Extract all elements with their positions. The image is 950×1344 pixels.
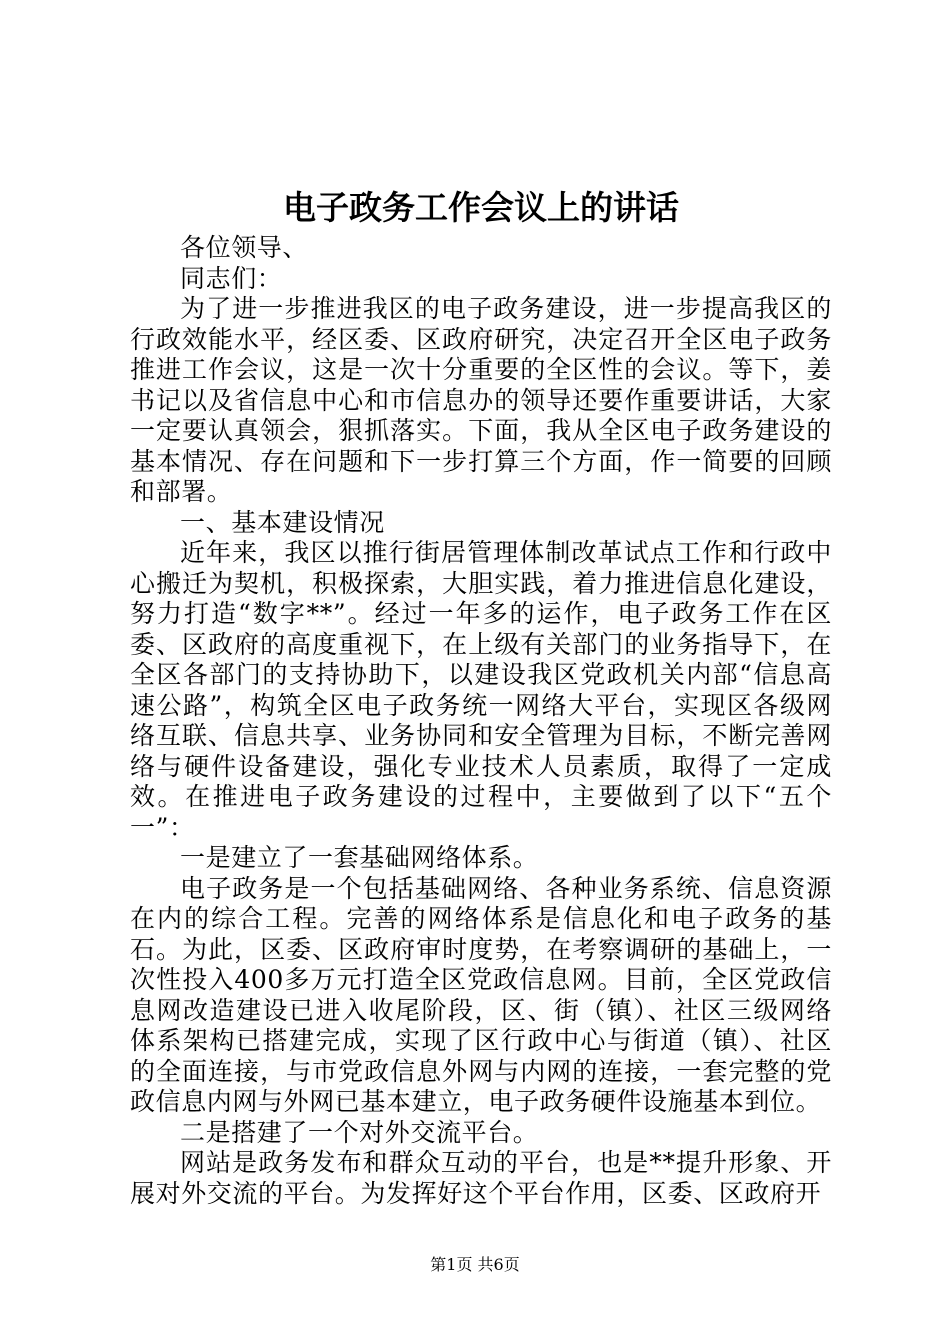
- body-paragraph: 网站是政务发布和群众互动的平台，也是**提升形象、开展对外交流的平台。为发挥好这个平台作用，区委、区政府开: [130, 1148, 832, 1208]
- subheading-network-system: 一是建立了一套基础网络体系。: [180, 843, 539, 872]
- salutation-leaders: 各位领导、: [180, 233, 309, 262]
- document-title: 电子政务工作会议上的讲话: [283, 188, 679, 227]
- salutation-comrades: 同志们：: [180, 263, 283, 293]
- body-paragraph: 近年来，我区以推行街居管理体制改革试点工作和行政中心搬迁为契机，积极探索，大胆实践，着力推进信息化建设，努力打造“数字**”。经过一年多的运作，电子政务工作在区委、区政府的高度重视下，在上级有关部门的业务指导下，在全区各部门的支持协助下，以建设我区党政机关内部“信息高速公路”，构筑全区电子政务统一网络大平台，实现区各级网络互联、信息共享、业务协同和安全管理为目标，不断完善网络与硬件设备建设，强化专业技术人员素质，取得了一定成效。在推进电子政务建设的过程中，主要做到了以下“五个一”：: [130, 538, 832, 842]
- subheading-exchange-platform: 二是搭建了一个对外交流平台。: [180, 1117, 539, 1147]
- intro-paragraph: 为了进一步推进我区的电子政务建设，进一步提高我区的行政效能水平，经区委、区政府研究，决定召开全区电子政务推进工作会议，这是一次十分重要的全区性的会议。等下，姜书记以及省信息中心和市信息办的领导还要作重要讲话，大家一定要认真领会，狠抓落实。下面，我从全区电子政务建设的基本情况、存在问题和下一步打算三个方面，作一简要的回顾和部署。: [130, 294, 832, 506]
- section-heading-basic-construction: 一、基本建设情况: [180, 507, 385, 537]
- document-page: [130, 185, 832, 1209]
- page-number-footer: 第1页 共6页: [430, 1255, 520, 1274]
- body-paragraph: 电子政务是一个包括基础网络、各种业务系统、信息资源在内的综合工程。完善的网络体系是信息化和电子政务的基石。为此，区委、区政府审时度势，在考察调研的基础上，一次性投入400多万元打造全区党政信息网。目前，全区党政信息网改造建设已进入收尾阶段，区、街（镇）、社区三级网络体系架构已搭建完成，实现了区行政中心与街道（镇）、社区的全面连接，与市党政信息外网与内网的连接，一套完整的党政信息内网与外网已基本建立，电子政务硬件设施基本到位。: [130, 873, 832, 1116]
